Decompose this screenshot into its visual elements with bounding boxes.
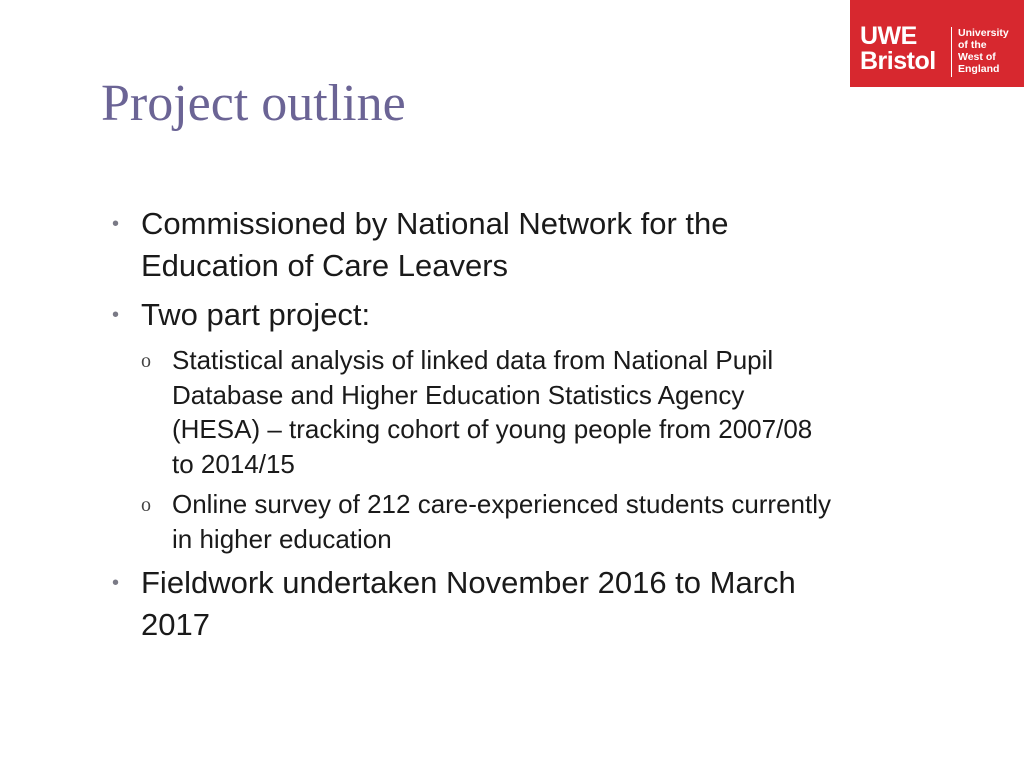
logo-line-uwe: UWE [860, 22, 917, 50]
logo-sub-line: England [958, 63, 1000, 75]
bullet-dot-icon: • [112, 304, 120, 326]
bullet-list [112, 203, 832, 653]
bullet-dot-icon: • [112, 572, 120, 594]
bullet-text: Fieldwork undertaken November 2016 to March 2017 [141, 565, 796, 642]
bullet-item [112, 294, 832, 336]
bullet-text: Two part project: [141, 297, 371, 332]
bullet-item [112, 562, 832, 646]
logo-sub-line: University [958, 27, 1009, 39]
sub-bullet-item [112, 487, 832, 556]
logo-sub-line: West of [958, 51, 996, 63]
logo-sub-line: of the [958, 39, 987, 51]
sub-bullet-item [112, 343, 832, 481]
sub-bullet-text: Online survey of 212 care-experienced students currently in higher education [172, 489, 832, 554]
bullet-dot-icon: • [112, 213, 120, 235]
sub-bullet-text: Statistical analysis of linked data from National Pupil Database and Higher Education Statistics Agency (HESA) – tracking cohort of young people from 2007/08 to 2014/15 [172, 345, 813, 479]
bullet-item [112, 203, 832, 287]
logo-divider [951, 27, 952, 77]
hollow-circle-bullet-icon: o [141, 494, 151, 516]
uwe-bristol-logo [850, 0, 1024, 87]
logo-university-name [958, 27, 1009, 75]
logo-line-bristol: Bristol [860, 47, 936, 75]
bullet-text: Commissioned by National Network for the Education of Care Leavers [141, 206, 729, 283]
hollow-circle-bullet-icon: o [141, 350, 151, 372]
logo-wordmark [860, 24, 936, 74]
slide-title: Project outline [101, 75, 406, 132]
